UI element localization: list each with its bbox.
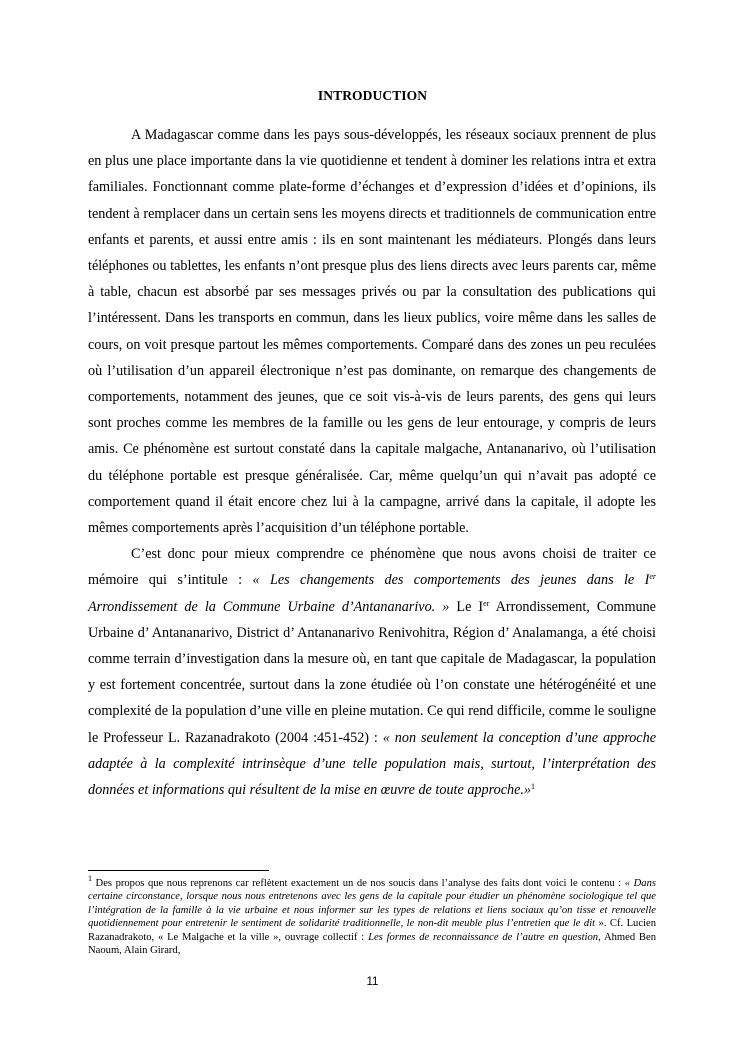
footnote-reference[interactable]: 1	[531, 782, 536, 792]
footnote	[88, 874, 657, 957]
footnote-number: 1	[88, 874, 92, 883]
footnote-text-c: , Ahmed Ben Naoum, Alain Girard,	[88, 931, 656, 957]
footnote-separator	[88, 870, 269, 871]
paragraph-2	[88, 541, 656, 803]
footnote-text-b: ». Cf. Lucien Razanadrakoto, « Le Malgache et la ville », ouvrage collectif :	[88, 918, 657, 943]
p2-intro: C’est donc pour mieux comprendre ce phénomène que nous avons choisi de traiter ce mémoire qui s’intitule :	[88, 546, 656, 589]
body-text	[88, 122, 656, 803]
p2-text-c: Arrondissement, Commune Urbaine d’ Antananarivo, District d’ Antananarivo Renivohitra, Région d’ Analamanga, a été choisi comme terrain d’investigation dans la mesure où, en tant que capitale de Madagascar, la population y est fortement concentrée, surtout dans la zone étudiée où l’on constate une hétérogénéité et une complexité de la population d’une ville en pleine mutation. Ce qui rend difficile, comme le souligne le Professeur L. Razanadrakoto (2004 :451-452) :	[88, 598, 656, 746]
footnote-text-a: Des propos que nous reprenons car reflètent exactement un de nos soucis dans l’analyse des faits dont voici le contenu :	[92, 878, 625, 889]
quotation: « non seulement la conception d’une approche adaptée à la complexité intrinsèque d’une telle population mais, surtout, l’interprétation des données et informations qui résultent de la mise en œuvre de toute approche.»	[88, 729, 656, 799]
p2-text-b: Le I	[449, 598, 484, 615]
paragraph-1: A Madagascar comme dans les pays sous-développés, les réseaux sociaux prennent de plus en plus une place importante dans la vie quotidienne et tendent à dominer les relations intra et extra familiales. Fonctionnant comme plate-forme d’échanges et d’expression d’idées et d’opinions, ils tendent à remplacer dans un certain sens les moyens directs et traditionnels de communication entre enfants et parents, et aussi entre amis : ils en sont maintenant les médiateurs. Plongés dans leurs téléphones ou tablettes, les enfants n’ont presque plus des liens directs avec leurs parents car, même à table, chacun est absorbé par ses messages privés ou par la consultation des publications qui l’intéressent. Dans les transports en commun, dans les lieux publics, voire même dans les salles de cours, on voit presque partout les mêmes comportements. Comparé dans des zones un peu reculées où l’utilisation d’un appareil électronique n’est pas dominante, on remarque des changements de comportements, notamment des jeunes, que ce soit vis-à-vis de leurs parents, des gens qui leurs sont proches comme les membres de la famille ou les gens de leur entourage, y compris de leurs amis. Ce phénomène est surtout constaté dans la capitale malgache, Antananarivo, où l’utilisation du téléphone portable est presque généralisée. Car, même quelqu’un qui n’avait pas adopté ce comportement quand il était encore chez lui à la campagne, arrivé dans la capitale, il adopte les mêmes comportements après l’acquisition d’un téléphone portable.	[88, 127, 656, 537]
page-number: 11	[366, 976, 379, 988]
footnote-quote: « Dans certaine circonstance, lorsque nous nous entretenons avec les gens de la capitale pour étudier un phénomène sociologique tel que l’intégration de la famille à la vie urbaine et nous informer sur les types de relations et liens sociaux qu’on tisse et renouvelle quotidiennement pour entretenir le sentiment de solidarité traditionnelle, le non-dit meuble plus l’entretien que le dit	[88, 878, 657, 930]
ordinal-sup: er	[483, 598, 490, 608]
footnote-book-title: Les formes de reconnaissance de l’autre en question	[368, 931, 599, 943]
ordinal-sup: er	[649, 572, 657, 582]
memoir-title: « Les changements des comportements des jeunes dans le Ier Arrondissement de la Commune Urbaine d’Antananarivo. »	[88, 572, 657, 615]
page-title: INTRODUCTION	[317, 88, 428, 103]
